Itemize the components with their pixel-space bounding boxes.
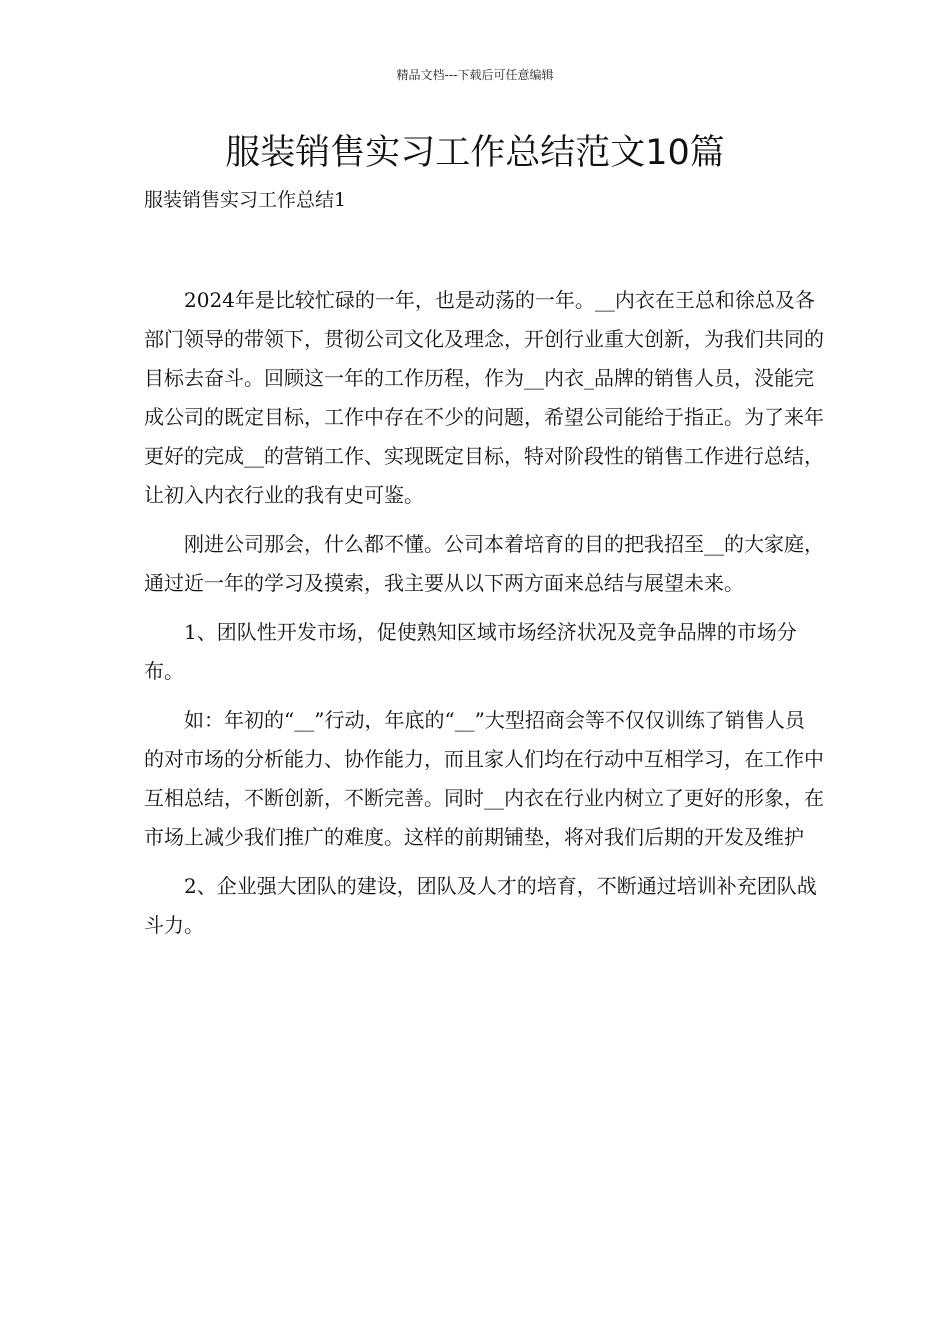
body-paragraph-5: 2、企业强大团队的建设，团队及人才的培育，不断通过培训补充团队战斗力。 <box>144 874 817 937</box>
document-subtitle: 服装销售实习工作总结1 <box>144 189 347 211</box>
body-paragraph-1: 2024年是比较忙碌的一年，也是动荡的一年。__内衣在王总和徐总及各部门领导的带领下，贯彻公司文化及理念，开创行业重大创新，为我们共同的目标去奋斗。回顾这一年的工作历程，作为__内衣_品牌的销售人员，没能完成公司的既定目标，工作中存在不少的问题，希望公司能给于指正。为了来年更好的完成__的营销工作、实现既定目标，特对阶段性的销售工作进行总结，让初入内衣行业的我有史可鉴。 <box>144 288 824 507</box>
document-body <box>144 281 824 955</box>
body-paragraph-4: 如：年初的“__”行动，年底的“__”大型招商会等不仅仅训练了销售人员的对市场的分析能力、协作能力，而且家人们均在行动中互相学习，在工作中互相总结，不断创新，不断完善。同时__内衣在行业内树立了更好的形象，在市场上减少我们推广的难度。这样的前期铺垫，将对我们后期的开发及维护 <box>144 708 824 849</box>
page-header-note: 精品文档---下载后可任意编辑 <box>396 68 554 82</box>
body-paragraph-2: 刚进公司那会，什么都不懂。公司本着培育的目的把我招至__的大家庭，通过近一年的学习及摸索，我主要从以下两方面来总结与展望未来。 <box>144 532 824 595</box>
body-paragraph-3: 1、团队性开发市场，促使熟知区域市场经济状况及竞争品牌的市场分布。 <box>144 620 797 683</box>
document-title: 服装销售实习工作总结范文10篇 <box>225 133 725 173</box>
